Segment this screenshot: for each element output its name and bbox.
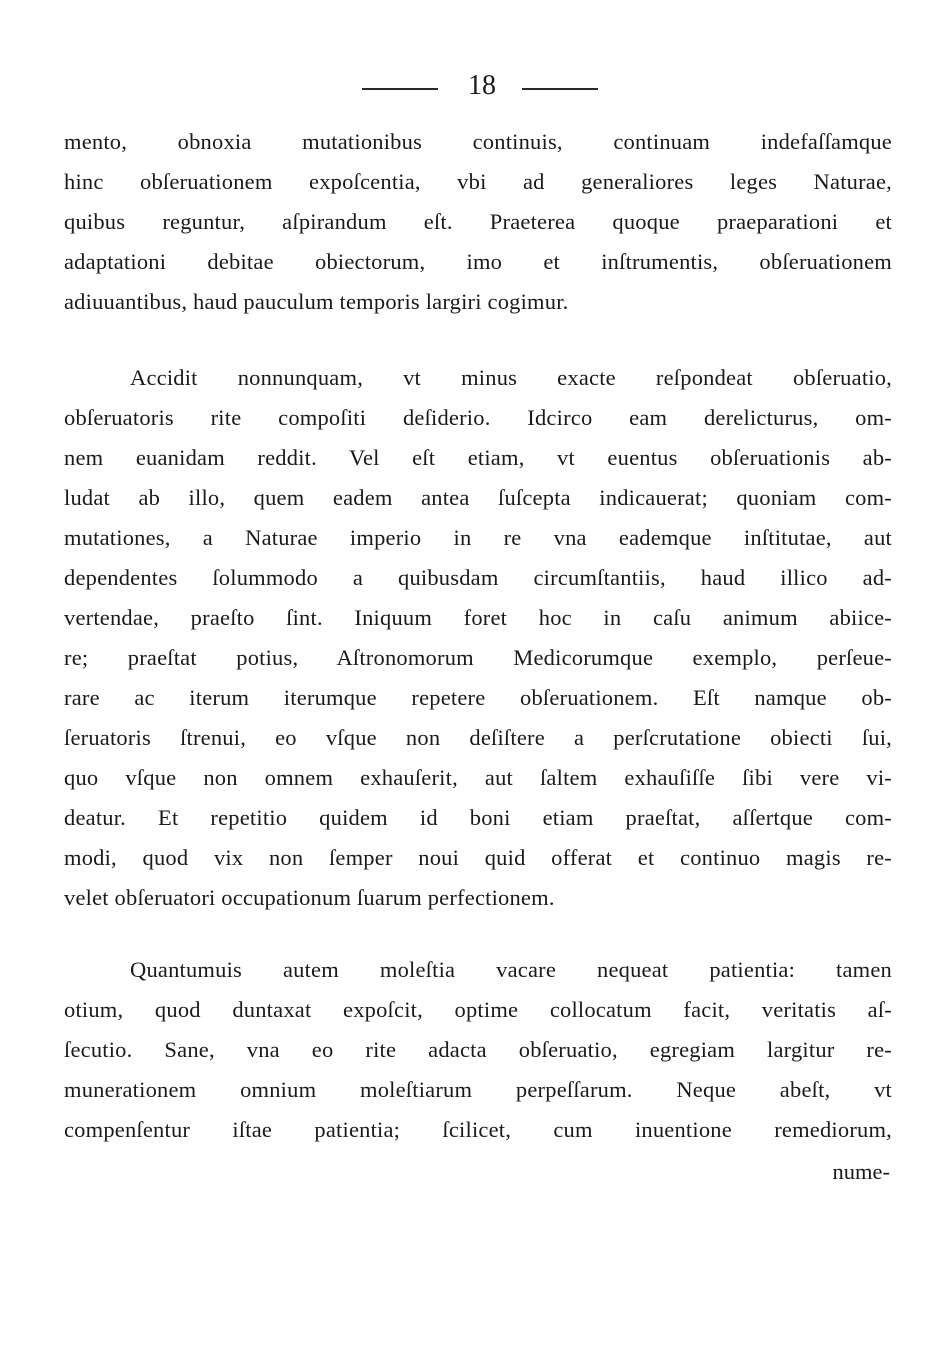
text-line: quibus reguntur, aſpirandum eſt. Praeterea quoque praeparationi et bbox=[64, 209, 892, 234]
text-line: hinc obſeruationem expoſcentia, vbi ad generaliores leges Naturae, bbox=[64, 169, 892, 194]
paragraph-2 bbox=[64, 358, 892, 918]
text-line: munerationem omnium moleſtiarum perpeſſarum. Neque abeſt, vt bbox=[64, 1077, 892, 1102]
text-line: dependentes ſolummodo a quibusdam circumſtantiis, haud illico ad- bbox=[64, 565, 892, 590]
text-line: quo vſque non omnem exhauſerit, aut ſaltem exhauſiſſe ſibi vere vi- bbox=[64, 765, 892, 790]
text-line: Quantumuis autem moleſtia vacare nequeat patientia: tamen bbox=[130, 957, 892, 982]
text-line: adiuuantibus, haud pauculum temporis largiri cogimur. bbox=[64, 289, 569, 314]
paragraph-3 bbox=[64, 950, 892, 1150]
text-line: rare ac iterum iterumque repetere obſeruationem. Eſt namque ob- bbox=[64, 685, 892, 710]
catchword: nume- bbox=[832, 1159, 890, 1184]
text-line: ſeruatoris ſtrenui, eo vſque non deſiſtere a perſcrutatione obiecti ſui, bbox=[64, 725, 892, 750]
header-rule-right bbox=[522, 88, 598, 90]
text-line: mutationes, a Naturae imperio in re vna eademque inſtitutae, aut bbox=[64, 525, 892, 550]
paragraph-1 bbox=[64, 122, 892, 322]
text-line: adaptationi debitae obiectorum, imo et inſtrumentis, obſeruationem bbox=[64, 249, 892, 274]
text-line: re; praeſtat potius, Aſtronomorum Medicorumque exemplo, perſeue- bbox=[64, 645, 892, 670]
page-header bbox=[0, 66, 950, 106]
text-line: otium, quod duntaxat expoſcit, optime collocatum facit, veritatis aſ- bbox=[64, 997, 892, 1022]
text-line: ſecutio. Sane, vna eo rite adacta obſeruatio, egregiam largitur re- bbox=[64, 1037, 892, 1062]
text-line: ludat ab illo, quem eadem antea ſuſcepta indicauerat; quoniam com- bbox=[64, 485, 892, 510]
text-line: mento, obnoxia mutationibus continuis, continuam indefaſſamque bbox=[64, 129, 892, 154]
page-number: 18 bbox=[468, 70, 496, 101]
text-line: nem euanidam reddit. Vel eſt etiam, vt euentus obſeruationis ab- bbox=[64, 445, 892, 470]
text-line: velet obſeruatori occupationum ſuarum perfectionem. bbox=[64, 885, 555, 910]
text-line: vertendae, praeſto ſint. Iniquum foret hoc in caſu animum abiice- bbox=[64, 605, 892, 630]
text-line: compenſentur iſtae patientia; ſcilicet, cum inuentione remediorum, bbox=[64, 1117, 892, 1142]
text-line: deatur. Et repetitio quidem id boni etiam praeſtat, aſſertque com- bbox=[64, 805, 892, 830]
text-line: modi, quod vix non ſemper noui quid offerat et continuo magis re- bbox=[64, 845, 892, 870]
text-line: Accidit nonnunquam, vt minus exacte reſpondeat obſeruatio, bbox=[130, 365, 892, 390]
text-line: obſeruatoris rite compoſiti deſiderio. Idcirco eam derelicturus, om- bbox=[64, 405, 892, 430]
header-rule-left bbox=[362, 88, 438, 90]
